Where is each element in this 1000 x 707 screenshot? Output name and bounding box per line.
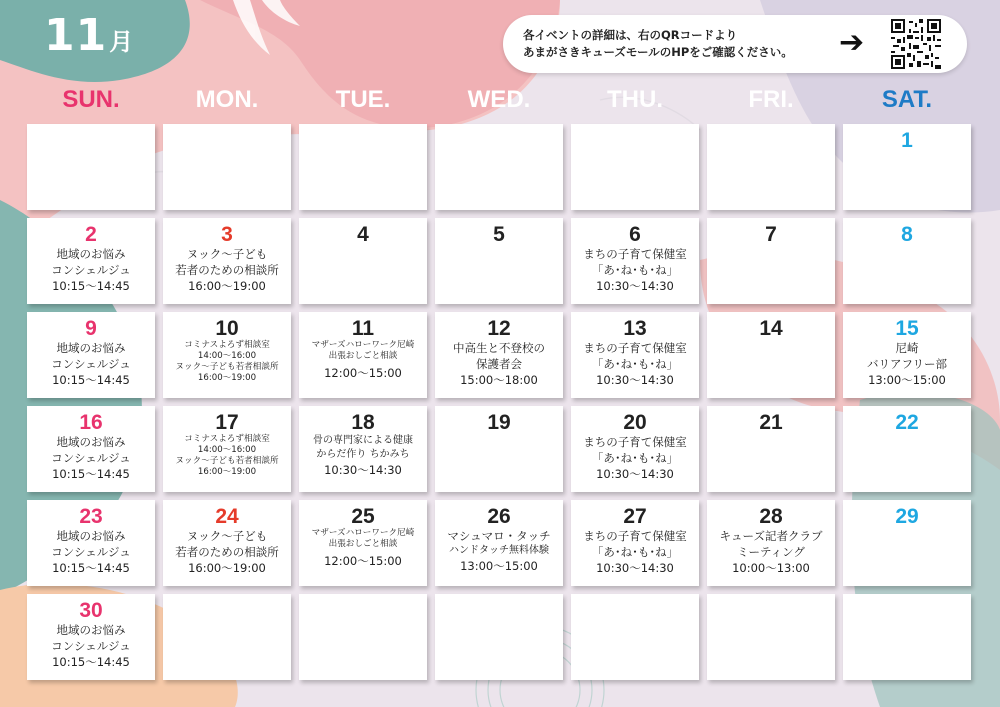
event-line: 「あ･ね･も･ね」 xyxy=(591,545,679,559)
day-number: 28 xyxy=(759,505,783,528)
event-line: 10:30〜14:30 xyxy=(596,467,674,481)
event-line: 10:15〜14:45 xyxy=(52,467,130,481)
weekday-wed: WED. xyxy=(467,86,531,113)
event-line: 14:00〜16:00 xyxy=(197,351,257,361)
event-line: 出張おしごと相談 xyxy=(328,539,398,549)
day-number: 23 xyxy=(79,505,103,528)
day-number: 21 xyxy=(759,411,783,434)
day-number: 7 xyxy=(765,223,777,246)
event-line: 10:00〜13:00 xyxy=(732,561,810,575)
empty-day-cell xyxy=(163,124,291,210)
day-number: 25 xyxy=(351,505,375,528)
day-cell-15 xyxy=(843,312,971,398)
event-line: 若者のための相談所 xyxy=(175,263,279,277)
event-line: まちの子育て保健室 xyxy=(583,341,687,355)
event-line: 10:30〜14:30 xyxy=(596,373,674,387)
day-cell-13 xyxy=(571,312,699,398)
day-cell-10 xyxy=(163,312,291,398)
weekday-sat: SAT. xyxy=(881,86,933,113)
day-number: 1 xyxy=(901,129,913,152)
day-cell-2 xyxy=(27,218,155,304)
event-line: ハンドタッチ無料体験 xyxy=(449,545,549,556)
event-line: ヌック〜子ども若者相談所 xyxy=(175,456,279,466)
day-number: 8 xyxy=(901,223,913,246)
day-number: 12 xyxy=(487,317,511,340)
day-cell-3 xyxy=(163,218,291,304)
event-line: 保護者会 xyxy=(476,357,522,371)
weekday-tue: TUE. xyxy=(335,86,391,113)
event-line: 「あ･ね･も･ね」 xyxy=(591,357,679,371)
day-cell-17 xyxy=(163,406,291,492)
event-line: からだ作り ちかみち xyxy=(316,449,410,460)
event-line: 15:00〜18:00 xyxy=(460,373,538,387)
event-line: 16:00〜19:00 xyxy=(197,373,257,383)
empty-day-cell xyxy=(571,594,699,680)
day-number: 9 xyxy=(85,317,97,340)
event-line: 16:00〜19:00 xyxy=(188,279,266,293)
event-line: 12:00〜15:00 xyxy=(324,554,402,568)
day-cell-12 xyxy=(435,312,563,398)
month-title xyxy=(44,10,133,61)
day-number: 27 xyxy=(623,505,647,528)
event-line: 中高生と不登校の xyxy=(453,341,545,355)
event-line: 10:15〜14:45 xyxy=(52,655,130,669)
day-number: 15 xyxy=(895,317,919,340)
empty-day-cell xyxy=(707,124,835,210)
event-line: 14:00〜16:00 xyxy=(197,445,257,455)
day-number: 10 xyxy=(215,317,239,340)
day-cell-20 xyxy=(571,406,699,492)
event-line: 10:15〜14:45 xyxy=(52,279,130,293)
event-line: 16:00〜19:00 xyxy=(197,467,257,477)
day-number: 5 xyxy=(493,223,505,246)
day-number: 4 xyxy=(357,223,369,246)
empty-day-cell xyxy=(435,124,563,210)
day-number: 20 xyxy=(623,411,647,434)
weekday-mon: MON. xyxy=(195,86,259,113)
empty-day-cell xyxy=(707,594,835,680)
day-cell-9 xyxy=(27,312,155,398)
weekday-sun: SUN. xyxy=(62,86,120,113)
event-line: まちの子育て保健室 xyxy=(583,435,687,449)
day-cell-7 xyxy=(707,218,835,304)
day-cell-21 xyxy=(707,406,835,492)
event-line: 出張おしごと相談 xyxy=(328,351,398,361)
day-cell-27 xyxy=(571,500,699,586)
event-line: マザーズハローワーク尼崎 xyxy=(311,528,415,538)
event-line: コンシェルジュ xyxy=(51,545,131,559)
event-line: 10:30〜14:30 xyxy=(324,463,402,477)
empty-day-cell xyxy=(843,594,971,680)
day-cell-5 xyxy=(435,218,563,304)
month-number: 11 xyxy=(44,10,108,61)
day-number: 26 xyxy=(487,505,511,528)
weekday-fri: FRI. xyxy=(748,86,794,113)
day-cell-25 xyxy=(299,500,427,586)
day-cell-23 xyxy=(27,500,155,586)
day-number: 30 xyxy=(79,599,103,622)
arrow-right-icon: ➔ xyxy=(839,25,865,60)
day-number: 17 xyxy=(215,411,239,434)
day-number: 19 xyxy=(487,411,511,434)
day-cell-6 xyxy=(571,218,699,304)
event-line: キューズ記者クラブ xyxy=(719,529,823,543)
event-line: 13:00〜15:00 xyxy=(460,559,538,573)
event-line: 16:00〜19:00 xyxy=(188,561,266,575)
event-line: マシュマロ・タッチ xyxy=(447,529,551,543)
event-line: ミーティング xyxy=(737,545,805,559)
day-number: 29 xyxy=(895,505,919,528)
event-line: 13:00〜15:00 xyxy=(868,373,946,387)
day-cell-26 xyxy=(435,500,563,586)
event-line: コンシェルジュ xyxy=(51,263,131,277)
event-line: ヌック〜子ども若者相談所 xyxy=(175,362,279,372)
notice-line-1: 各イベントの詳細は、右のQRコードより xyxy=(523,28,738,42)
day-cell-24 xyxy=(163,500,291,586)
day-cell-30 xyxy=(27,594,155,680)
event-line: 10:30〜14:30 xyxy=(596,561,674,575)
event-line: 地域のお悩み xyxy=(56,247,126,261)
day-number: 11 xyxy=(351,317,375,340)
weekday-thu: THU. xyxy=(607,86,663,113)
day-number: 6 xyxy=(629,223,641,246)
day-cell-19 xyxy=(435,406,563,492)
day-cell-18 xyxy=(299,406,427,492)
event-line: 12:00〜15:00 xyxy=(324,366,402,380)
event-line: まちの子育て保健室 xyxy=(583,529,687,543)
event-line: 骨の専門家による健康 xyxy=(313,435,413,446)
day-cell-11 xyxy=(299,312,427,398)
event-line: コンシェルジュ xyxy=(51,357,131,371)
notice-banner xyxy=(503,15,967,73)
event-line: 「あ･ね･も･ね」 xyxy=(591,263,679,277)
event-line: コンシェルジュ xyxy=(51,451,131,465)
day-number: 14 xyxy=(759,317,783,340)
qr-code-icon[interactable] xyxy=(891,19,941,69)
event-line: まちの子育て保健室 xyxy=(583,247,687,261)
event-line: 地域のお悩み xyxy=(56,341,126,355)
event-line: コミナスよろず相談室 xyxy=(184,340,270,350)
day-number: 22 xyxy=(895,411,919,434)
event-line: 10:15〜14:45 xyxy=(52,373,130,387)
event-line: 地域のお悩み xyxy=(56,435,126,449)
empty-day-cell xyxy=(571,124,699,210)
day-cell-4 xyxy=(299,218,427,304)
day-number: 16 xyxy=(79,411,103,434)
event-line: 10:30〜14:30 xyxy=(596,279,674,293)
day-number: 24 xyxy=(215,505,239,528)
day-cell-8 xyxy=(843,218,971,304)
event-line: コミナスよろず相談室 xyxy=(184,434,270,444)
day-cell-29 xyxy=(843,500,971,586)
day-cell-1 xyxy=(843,124,971,210)
event-line: コンシェルジュ xyxy=(51,639,131,653)
empty-day-cell xyxy=(435,594,563,680)
event-line: 若者のための相談所 xyxy=(175,545,279,559)
event-line: 尼崎 xyxy=(895,341,919,355)
month-unit: 月 xyxy=(109,28,134,56)
empty-day-cell xyxy=(299,594,427,680)
empty-day-cell xyxy=(27,124,155,210)
empty-day-cell xyxy=(163,594,291,680)
event-line: 10:15〜14:45 xyxy=(52,561,130,575)
notice-line-2: あまがさきキューズモールのHPをご確認ください。 xyxy=(523,45,793,59)
event-line: 地域のお悩み xyxy=(56,529,126,543)
day-cell-14 xyxy=(707,312,835,398)
event-line: ヌック〜子ども xyxy=(186,529,268,543)
day-number: 13 xyxy=(623,317,647,340)
event-line: 地域のお悩み xyxy=(56,623,126,637)
day-cell-16 xyxy=(27,406,155,492)
day-cell-22 xyxy=(843,406,971,492)
day-number: 2 xyxy=(85,223,97,246)
event-line: マザーズハローワーク尼崎 xyxy=(311,340,415,350)
day-cell-28 xyxy=(707,500,835,586)
empty-day-cell xyxy=(299,124,427,210)
event-line: バリアフリー部 xyxy=(866,357,948,371)
day-number: 3 xyxy=(221,223,233,246)
day-number: 18 xyxy=(351,411,375,434)
event-line: ヌック〜子ども xyxy=(186,247,268,261)
event-line: 「あ･ね･も･ね」 xyxy=(591,451,679,465)
